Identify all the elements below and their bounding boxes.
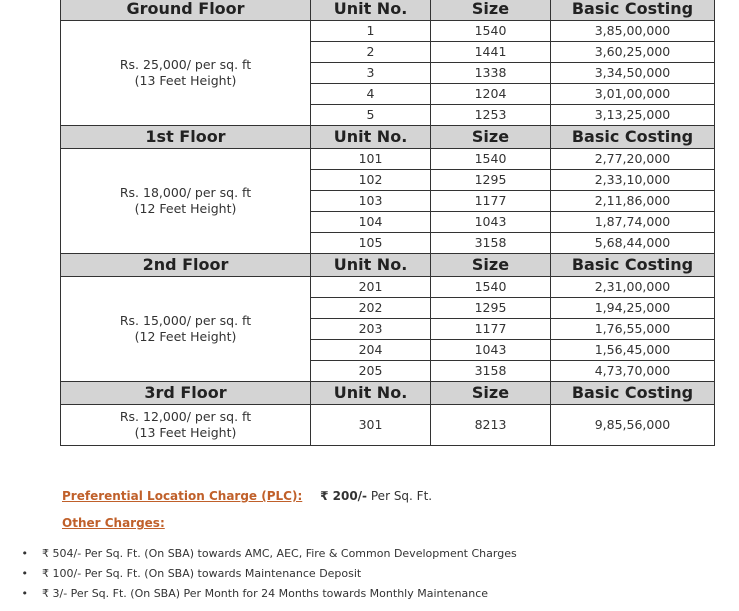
- size-cell: 1540: [431, 277, 551, 298]
- size-cell: 1338: [431, 63, 551, 84]
- size-cell: 1204: [431, 84, 551, 105]
- unit-cell: 301: [311, 405, 431, 446]
- cost-cell: 1,76,55,000: [551, 319, 715, 340]
- charge-item: [0, 544, 517, 564]
- unit-header: Unit No.: [311, 126, 431, 149]
- floor-header-row: [61, 382, 715, 405]
- floor-rate: Rs. 15,000/ per sq. ft: [119, 313, 252, 328]
- cost-header: Basic Costing: [551, 126, 715, 149]
- size-cell: 1441: [431, 42, 551, 63]
- cost-cell: 4,73,70,000: [551, 361, 715, 382]
- table-row: [61, 405, 715, 446]
- unit-cell: 201: [311, 277, 431, 298]
- floor-height: (13 Feet Height): [134, 73, 237, 88]
- size-cell: 1177: [431, 191, 551, 212]
- floor-rate-cell: [61, 405, 311, 446]
- bullet-icon: •: [21, 567, 28, 580]
- cost-cell: 3,60,25,000: [551, 42, 715, 63]
- size-cell: 1540: [431, 149, 551, 170]
- floor-rate: Rs. 18,000/ per sq. ft: [119, 185, 252, 200]
- unit-cell: 4: [311, 84, 431, 105]
- bullet-icon: •: [21, 587, 28, 600]
- plc-line: [62, 489, 432, 503]
- size-cell: 1295: [431, 170, 551, 191]
- cost-cell: 1,56,45,000: [551, 340, 715, 361]
- size-header: Size: [431, 254, 551, 277]
- size-cell: 1177: [431, 319, 551, 340]
- unit-cell: 103: [311, 191, 431, 212]
- size-cell: 1043: [431, 340, 551, 361]
- floor-rate-cell: [61, 21, 311, 126]
- cost-cell: 3,13,25,000: [551, 105, 715, 126]
- cost-header: Basic Costing: [551, 254, 715, 277]
- unit-cell: 1: [311, 21, 431, 42]
- size-cell: 1540: [431, 21, 551, 42]
- cost-cell: 2,77,20,000: [551, 149, 715, 170]
- unit-header: Unit No.: [311, 382, 431, 405]
- size-header: Size: [431, 126, 551, 149]
- pricing-table: [60, 0, 715, 446]
- unit-cell: 203: [311, 319, 431, 340]
- size-cell: 8213: [431, 405, 551, 446]
- unit-cell: 105: [311, 233, 431, 254]
- cost-cell: 5,68,44,000: [551, 233, 715, 254]
- floor-rate: Rs. 12,000/ per sq. ft: [119, 409, 252, 424]
- charge-text: ₹ 3/- Per Sq. Ft. (On SBA) Per Month for 24 Months towards Monthly Maintenance: [42, 587, 489, 600]
- cost-cell: 2,33,10,000: [551, 170, 715, 191]
- unit-header: Unit No.: [311, 0, 431, 21]
- other-charges-list: [0, 544, 517, 604]
- unit-cell: 2: [311, 42, 431, 63]
- floor-rate: Rs. 25,000/ per sq. ft: [119, 57, 252, 72]
- floor-name: Ground Floor: [61, 0, 311, 21]
- table-row: [61, 21, 715, 42]
- size-header: Size: [431, 382, 551, 405]
- plc-value: [320, 489, 432, 503]
- cost-cell: 2,31,00,000: [551, 277, 715, 298]
- size-cell: 1043: [431, 212, 551, 233]
- floor-header-row: [61, 0, 715, 21]
- charge-text: ₹ 504/- Per Sq. Ft. (On SBA) towards AMC, AEC, Fire & Common Development Charges: [42, 547, 517, 560]
- cost-cell: 3,01,00,000: [551, 84, 715, 105]
- floor-header-row: [61, 126, 715, 149]
- floor-height: (13 Feet Height): [134, 425, 237, 440]
- unit-cell: 204: [311, 340, 431, 361]
- table-row: [61, 277, 715, 298]
- unit-header: Unit No.: [311, 254, 431, 277]
- plc-title[interactable]: Preferential Location Charge (PLC):: [62, 489, 303, 503]
- charge-item: [0, 584, 517, 604]
- floor-header-row: [61, 254, 715, 277]
- floor-name: 2nd Floor: [61, 254, 311, 277]
- unit-cell: 5: [311, 105, 431, 126]
- plc-amount: ₹ 200/-: [320, 489, 368, 503]
- cost-cell: 9,85,56,000: [551, 405, 715, 446]
- floor-rate-cell: [61, 277, 311, 382]
- cost-cell: 1,87,74,000: [551, 212, 715, 233]
- unit-cell: 101: [311, 149, 431, 170]
- cost-cell: 1,94,25,000: [551, 298, 715, 319]
- other-charges-title[interactable]: Other Charges:: [62, 516, 165, 530]
- table-row: [61, 149, 715, 170]
- charge-text: ₹ 100/- Per Sq. Ft. (On SBA) towards Maintenance Deposit: [42, 567, 362, 580]
- size-cell: 3158: [431, 233, 551, 254]
- cost-cell: 3,85,00,000: [551, 21, 715, 42]
- size-cell: 1295: [431, 298, 551, 319]
- plc-suffix: Per Sq. Ft.: [370, 489, 433, 503]
- cost-cell: 3,34,50,000: [551, 63, 715, 84]
- cost-header: Basic Costing: [551, 382, 715, 405]
- cost-cell: 2,11,86,000: [551, 191, 715, 212]
- unit-cell: 202: [311, 298, 431, 319]
- unit-cell: 102: [311, 170, 431, 191]
- floor-rate-cell: [61, 149, 311, 254]
- cost-header: Basic Costing: [551, 0, 715, 21]
- floor-height: (12 Feet Height): [134, 329, 237, 344]
- floor-name: 1st Floor: [61, 126, 311, 149]
- unit-cell: 104: [311, 212, 431, 233]
- bullet-icon: •: [21, 547, 28, 560]
- floor-height: (12 Feet Height): [134, 201, 237, 216]
- unit-cell: 3: [311, 63, 431, 84]
- unit-cell: 205: [311, 361, 431, 382]
- floor-name: 3rd Floor: [61, 382, 311, 405]
- pricing-table-body: [61, 0, 715, 446]
- size-header: Size: [431, 0, 551, 21]
- charge-item: [0, 564, 517, 584]
- size-cell: 3158: [431, 361, 551, 382]
- size-cell: 1253: [431, 105, 551, 126]
